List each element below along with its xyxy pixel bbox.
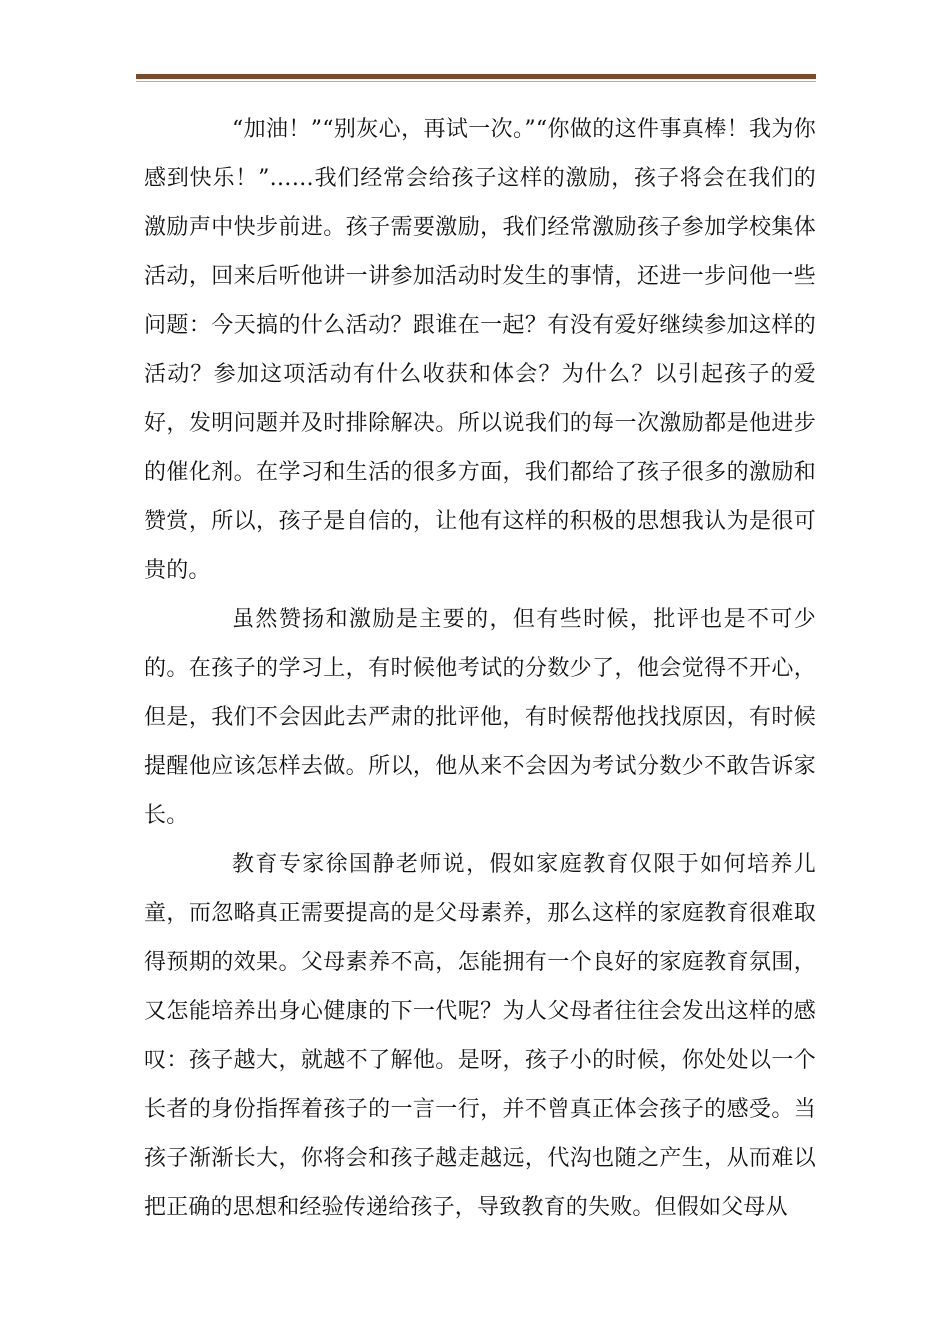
header-rule-thin [136,81,816,82]
paragraph: 教育专家徐国静老师说，假如家庭教育仅限于如何培养儿童，而忽略真正需要提高的是父母素养，那么这样的家庭教育很难取得预期的效果。父母素养不高，怎能拥有一个良好的家庭教育氛围，又怎能培养出身心健康的下一代呢？为人父母者往往会发出这样的感叹：孩子越大，就越不了解他。是呀，孩子小的时候，你处处以一个长者的身份指挥着孩子的一言一行，并不曾真正体会孩子的感受。当孩子渐渐长大，你将会和孩子越走越远，代沟也随之产生，从而难以把正确的思想和经验传递给孩子，导致教育的失败。但假如父母从 [144,852,816,1220]
paragraph: 虽然赞扬和激励是主要的，但有些时候，批评也是不可少的。在孩子的学习上，有时候他考试的分数少了，他会觉得不开心，但是，我们不会因此去严肃的批评他，有时候帮他找找原因，有时候提醒他应该怎样去做。所以，他从来不会因为考试分数少不敢告诉家长。 [144,607,816,828]
header-rule [136,74,816,79]
document-body [144,105,816,1232]
paragraph: “加油！”“别灰心，再试一次。”“你做的这件事真棒！我为你感到快乐！”……我们经常会给孩子这样的激励，孩子将会在我们的激励声中快步前进。孩子需要激励，我们经常激励孩子参加学校集体活动，回来后听他讲一讲参加活动时发生的事情，还进一步问他一些问题：今天搞的什么活动？跟谁在一起？有没有爱好继续参加这样的活动？参加这项活动有什么收获和体会？为什么？以引起孩子的爱好，发明问题并及时排除解决。所以说我们的每一次激励都是他进步的催化剂。在学习和生活的很多方面，我们都给了孩子很多的激励和赞赏，所以，孩子是自信的，让他有这样的积极的思想我认为是很可贵的。 [144,117,816,583]
